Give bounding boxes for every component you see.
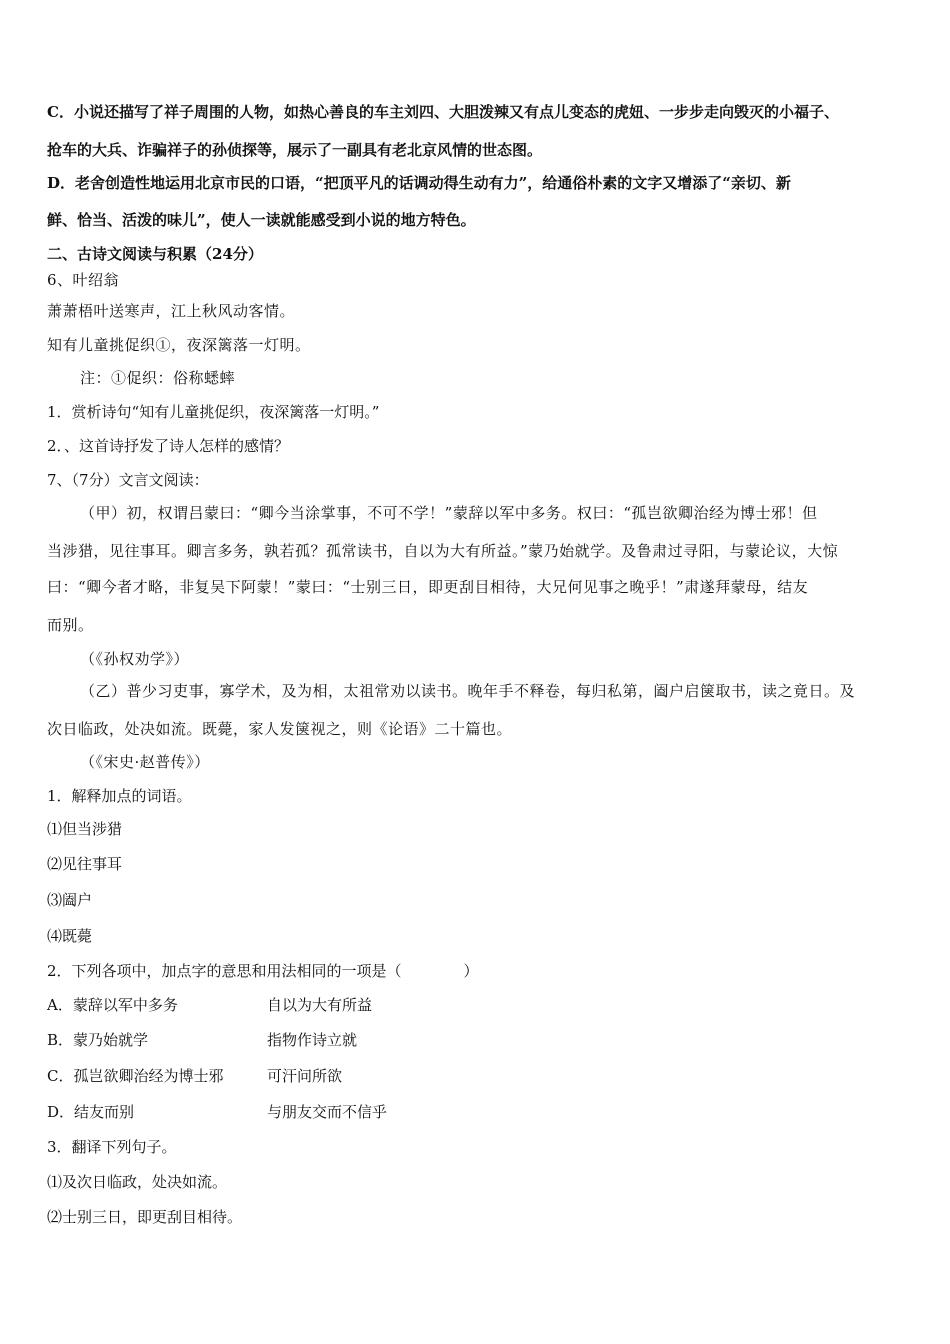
q7-sub-1-item: ⑷既薨 xyxy=(47,927,93,945)
q7-sub-3-item: ⑵士别三日，即更刮目相待。 xyxy=(47,1208,243,1226)
q7-yi-line-2: 次日临政，处决如流。既薨，家人发箧视之，则《论语》二十篇也。 xyxy=(47,720,513,738)
option-d-line-2: 鲜、恰当、活泼的味儿”，使人一读就能感受到小说的地方特色。 xyxy=(47,211,476,229)
option-c-line-1: C．小说还描写了祥子周围的人物，如热心善良的车主刘四、大胆泼辣又有点儿变态的虎妞、一步步走向毁灭的小福子、 xyxy=(47,103,839,121)
q6-title: 6、叶绍翁 xyxy=(47,271,120,289)
q7-jia-line-2: 当涉猎，见往事耳。卿言多务，孰若孤？孤常读书，自以为大有所益。”蒙乃始就学。及鲁肃过寻阳，与蒙论议，大惊 xyxy=(47,542,839,560)
q7-sub-3-item: ⑴及次日临政，处决如流。 xyxy=(47,1173,228,1191)
q7-sub-1-item: ⑶阖户 xyxy=(47,891,93,909)
option-b-right: 指物作诗立就 xyxy=(267,1031,358,1049)
q6-poem-line-1: 萧萧梧叶送寒声，江上秋风动客情。 xyxy=(47,302,296,320)
q7-jia-source: （《孙权劝学》） xyxy=(80,650,190,668)
q7-yi-line-1: （乙）普少习吏事，寡学术，及为相，太祖常劝以读书。晚年手不释卷，每归私第，阖户启箧取书，读之竟日。及 xyxy=(80,682,856,700)
option-d-line-1: D．老舍创造性地运用北京市民的口语，“把顶平凡的话调动得生动有力”，给通俗朴素的文字又增添了“亲切、新 xyxy=(47,174,791,192)
q7-sub-2-suffix: ） xyxy=(463,962,479,980)
q7-sub-1-item: ⑴但当涉猎 xyxy=(47,820,123,838)
q7-sub-1: 1．解释加点的词语。 xyxy=(47,787,192,805)
q7-sub-3: 3．翻译下列句子。 xyxy=(47,1138,177,1156)
q7-jia-line-4: 而别。 xyxy=(47,616,94,634)
option-d-right: 与朋友交而不信乎 xyxy=(267,1103,388,1121)
option-c-line-2: 抢车的大兵、诈骗祥子的孙侦探等，展示了一副具有老北京风情的世态图。 xyxy=(47,141,543,159)
option-c-right: 可汗问所欲 xyxy=(267,1067,343,1085)
q7-yi-source: （《宋史·赵普传》） xyxy=(80,753,210,771)
q7-jia-line-3: 曰：“卿今者才略，非复吴下阿蒙！”蒙曰：“士别三日，即更刮目相待，大兄何见事之晚乎！”肃遂拜蒙母，结友 xyxy=(47,578,809,596)
option-b-left: B．蒙乃始就学 xyxy=(47,1031,149,1049)
option-a-right: 自以为大有所益 xyxy=(267,996,373,1014)
option-d-left: D．结友而别 xyxy=(47,1103,135,1121)
q7-sub-2-prefix: 2．下列各项中，加点字的意思和用法相同的一项是（ xyxy=(47,962,402,980)
option-a-left: A．蒙辞以军中多务 xyxy=(47,996,178,1014)
q6-sub-2: 2．、这首诗抒发了诗人怎样的感情？ xyxy=(47,437,290,455)
q7-sub-1-item: ⑵见往事耳 xyxy=(47,855,123,873)
q7-jia-line-1: （甲）初，权谓吕蒙曰：“卿今当涂掌事，不可不学！”蒙辞以军中多务。权曰：“孤岂欲卿治经为博士邪！但 xyxy=(80,504,818,522)
q6-sub-1: 1．赏析诗句“知有儿童挑促织，夜深篱落一灯明。” xyxy=(47,403,380,421)
q7-sub-2 xyxy=(47,961,479,981)
option-c-left: C．孤岂欲卿治经为博士邪 xyxy=(47,1067,224,1085)
q7-title: 7、（7分）文言文阅读： xyxy=(47,471,209,489)
q6-poem-line-2: 知有儿童挑促织①，夜深篱落一灯明。 xyxy=(47,336,311,354)
q6-note: 注：①促织：俗称蟋蟀 xyxy=(80,369,236,387)
section-2-title: 二、古诗文阅读与积累（24分） xyxy=(47,245,263,263)
